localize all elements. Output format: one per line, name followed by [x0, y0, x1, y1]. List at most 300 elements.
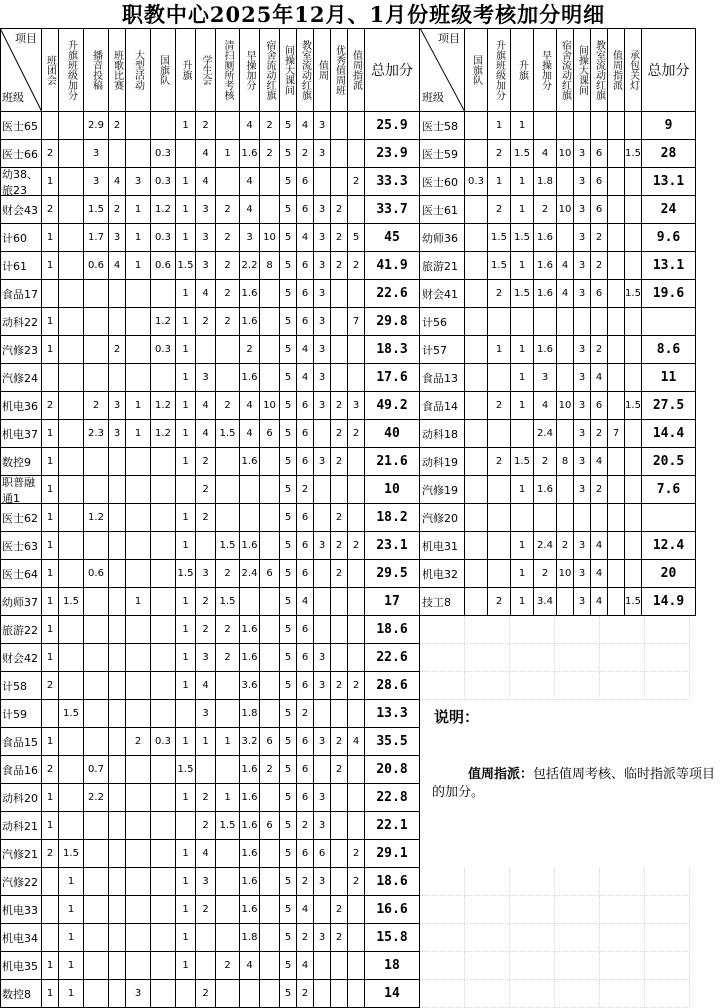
- class-name: 食品16: [0, 756, 42, 784]
- score-cell: [331, 784, 348, 812]
- score-cell: 5: [280, 840, 297, 868]
- score-cell: [608, 532, 625, 560]
- score-cell: 5: [280, 896, 297, 924]
- score-cell: [314, 168, 331, 196]
- score-cell: [59, 784, 84, 812]
- empty-grid-cell: [555, 980, 600, 1008]
- score-cell: 5: [280, 700, 297, 728]
- total-score: 18.6: [365, 868, 420, 896]
- score-cell: [126, 672, 151, 700]
- score-cell: 7: [348, 308, 365, 336]
- score-cell: [151, 532, 176, 560]
- score-cell: [557, 420, 574, 448]
- score-cell: [216, 840, 240, 868]
- score-cell: 5: [280, 252, 297, 280]
- score-cell: 1: [511, 336, 534, 364]
- score-cell: 2: [591, 224, 608, 252]
- empty-grid-cell: [420, 896, 465, 924]
- score-cell: 10: [260, 224, 280, 252]
- score-cell: 1: [42, 224, 59, 252]
- score-cell: 6: [297, 560, 314, 588]
- score-cell: 3: [314, 672, 331, 700]
- score-cell: [348, 980, 365, 1008]
- score-cell: 2: [331, 196, 348, 224]
- score-cell: 2: [591, 420, 608, 448]
- score-cell: 6: [314, 840, 331, 868]
- score-cell: [126, 812, 151, 840]
- score-cell: 6: [297, 504, 314, 532]
- score-cell: [465, 588, 488, 616]
- score-cell: 6: [260, 420, 280, 448]
- empty-grid-cell: [420, 980, 465, 1008]
- score-cell: 5: [280, 952, 297, 980]
- score-cell: 5: [280, 336, 297, 364]
- score-cell: [59, 448, 84, 476]
- score-cell: 3.6: [240, 672, 260, 700]
- score-cell: [84, 588, 109, 616]
- score-cell: [109, 924, 126, 952]
- score-cell: 2: [216, 308, 240, 336]
- column-header: 学生会: [196, 28, 216, 112]
- total-score: 35.5: [365, 728, 420, 756]
- score-cell: 2: [331, 924, 348, 952]
- score-cell: [314, 588, 331, 616]
- score-cell: [59, 224, 84, 252]
- score-cell: 4: [297, 224, 314, 252]
- score-cell: [126, 448, 151, 476]
- score-cell: [84, 924, 109, 952]
- score-cell: [109, 840, 126, 868]
- score-cell: 1.5: [59, 588, 84, 616]
- score-cell: 5: [280, 476, 297, 504]
- score-cell: 2: [348, 868, 365, 896]
- class-name: 食品15: [0, 728, 42, 756]
- score-cell: [260, 476, 280, 504]
- score-cell: 1.5: [511, 280, 534, 308]
- score-cell: 6: [297, 728, 314, 756]
- score-cell: 2: [196, 308, 216, 336]
- score-cell: [348, 448, 365, 476]
- score-cell: [196, 924, 216, 952]
- score-cell: [151, 784, 176, 812]
- score-cell: [488, 532, 511, 560]
- score-cell: [176, 140, 196, 168]
- class-name: 动科21: [0, 812, 42, 840]
- class-name: 财会42: [0, 644, 42, 672]
- score-cell: 2.3: [84, 420, 109, 448]
- class-name: 幼师36: [420, 224, 465, 252]
- score-cell: [511, 504, 534, 532]
- corner-item-label: 项目: [15, 32, 37, 45]
- column-header: 国旗队: [465, 28, 488, 112]
- score-cell: 4: [240, 196, 260, 224]
- score-cell: [625, 504, 642, 532]
- empty-grid-cell: [420, 952, 465, 980]
- score-cell: 2: [196, 504, 216, 532]
- score-cell: 4: [297, 588, 314, 616]
- empty-grid-cell: [555, 952, 600, 980]
- score-cell: 1: [59, 868, 84, 896]
- score-cell: 2: [331, 756, 348, 784]
- score-cell: [109, 280, 126, 308]
- total-score: [642, 308, 696, 336]
- score-cell: 4: [297, 336, 314, 364]
- score-cell: 1.6: [534, 476, 557, 504]
- score-cell: [126, 784, 151, 812]
- score-cell: [260, 644, 280, 672]
- score-cell: 3: [314, 140, 331, 168]
- score-cell: 1.2: [151, 392, 176, 420]
- score-cell: [109, 616, 126, 644]
- class-name: 职普融通1: [0, 476, 42, 504]
- class-name: 医士61: [420, 196, 465, 224]
- score-cell: 6: [591, 140, 608, 168]
- column-header: 升旗班级加分: [488, 28, 511, 112]
- score-cell: 2: [331, 560, 348, 588]
- score-cell: [260, 868, 280, 896]
- score-cell: 1.6: [240, 812, 260, 840]
- score-cell: [59, 812, 84, 840]
- score-cell: [314, 700, 331, 728]
- score-cell: 1.5: [176, 252, 196, 280]
- score-cell: [59, 140, 84, 168]
- score-cell: [176, 700, 196, 728]
- score-cell: [608, 364, 625, 392]
- empty-grid-cell: [600, 644, 645, 672]
- column-header: 升旗班级加分: [59, 28, 84, 112]
- empty-grid-cell: [420, 616, 465, 644]
- score-cell: [260, 504, 280, 532]
- score-cell: 1.5: [488, 224, 511, 252]
- total-score: 29.1: [365, 840, 420, 868]
- total-score: 20: [642, 560, 696, 588]
- score-cell: 1: [511, 196, 534, 224]
- total-score: 13.3: [365, 700, 420, 728]
- class-name: 汽修24: [0, 364, 42, 392]
- score-cell: [59, 280, 84, 308]
- total-score: 18.6: [365, 616, 420, 644]
- class-name: 技工8: [420, 588, 465, 616]
- score-cell: [608, 168, 625, 196]
- score-cell: [260, 980, 280, 1008]
- class-name: 旅游22: [0, 616, 42, 644]
- score-cell: 4: [240, 168, 260, 196]
- score-cell: [59, 476, 84, 504]
- score-cell: 3: [574, 420, 591, 448]
- total-score: 18.3: [365, 336, 420, 364]
- score-cell: 0.3: [151, 168, 176, 196]
- empty-grid-cell: [510, 644, 555, 672]
- class-name: 数控9: [0, 448, 42, 476]
- score-cell: 2: [109, 196, 126, 224]
- score-cell: [59, 560, 84, 588]
- score-cell: [126, 868, 151, 896]
- score-cell: [126, 140, 151, 168]
- class-name: 机电32: [420, 560, 465, 588]
- score-cell: 2: [591, 476, 608, 504]
- score-cell: [84, 728, 109, 756]
- score-cell: 1: [176, 504, 196, 532]
- class-name: 计57: [420, 336, 465, 364]
- score-cell: 4: [196, 420, 216, 448]
- score-cell: [109, 952, 126, 980]
- score-cell: 4: [109, 252, 126, 280]
- score-cell: 0.7: [84, 756, 109, 784]
- score-cell: [465, 420, 488, 448]
- score-cell: [331, 364, 348, 392]
- score-cell: [260, 280, 280, 308]
- score-cell: 5: [280, 364, 297, 392]
- score-cell: 6: [297, 756, 314, 784]
- score-cell: 4: [109, 168, 126, 196]
- score-cell: [126, 280, 151, 308]
- score-cell: 0.6: [84, 252, 109, 280]
- score-cell: 1: [126, 420, 151, 448]
- score-cell: 1: [59, 952, 84, 980]
- note-body: [432, 766, 722, 802]
- score-cell: 4: [591, 588, 608, 616]
- score-cell: [625, 476, 642, 504]
- score-cell: 4: [591, 532, 608, 560]
- score-cell: 1.6: [240, 532, 260, 560]
- score-cell: 5: [280, 224, 297, 252]
- empty-grid-cell: [600, 868, 645, 896]
- score-cell: [608, 392, 625, 420]
- score-cell: 1.8: [240, 924, 260, 952]
- empty-grid-cell: [645, 952, 690, 980]
- score-cell: 1.5: [511, 448, 534, 476]
- total-score: 20.8: [365, 756, 420, 784]
- score-cell: [84, 672, 109, 700]
- score-cell: [465, 476, 488, 504]
- score-cell: [84, 980, 109, 1008]
- score-cell: 3: [314, 448, 331, 476]
- score-cell: [625, 224, 642, 252]
- score-cell: 1: [42, 616, 59, 644]
- class-name: 汽修21: [0, 840, 42, 868]
- score-cell: 3: [314, 336, 331, 364]
- column-header: 升旗: [511, 28, 534, 112]
- class-name: 医士58: [420, 112, 465, 140]
- score-cell: 5: [280, 392, 297, 420]
- score-cell: [625, 420, 642, 448]
- score-cell: [151, 504, 176, 532]
- score-cell: [625, 532, 642, 560]
- score-cell: 3: [314, 364, 331, 392]
- score-cell: 5: [280, 644, 297, 672]
- score-cell: [465, 140, 488, 168]
- score-cell: [608, 504, 625, 532]
- score-cell: 3: [574, 140, 591, 168]
- score-cell: [608, 280, 625, 308]
- score-cell: [348, 280, 365, 308]
- score-cell: [331, 308, 348, 336]
- score-cell: [59, 672, 84, 700]
- column-header: 清扫厕所考核: [216, 28, 240, 112]
- class-name: 计56: [420, 308, 465, 336]
- score-cell: 3.4: [534, 588, 557, 616]
- score-cell: [331, 812, 348, 840]
- score-cell: 2: [196, 476, 216, 504]
- score-cell: [151, 756, 176, 784]
- score-cell: 6: [297, 168, 314, 196]
- score-cell: 4: [591, 448, 608, 476]
- score-cell: [348, 504, 365, 532]
- score-cell: [126, 896, 151, 924]
- score-cell: [348, 812, 365, 840]
- column-header: 值周指派: [608, 28, 625, 112]
- score-cell: [488, 504, 511, 532]
- score-cell: 2: [591, 252, 608, 280]
- score-cell: [348, 364, 365, 392]
- score-cell: 3: [196, 560, 216, 588]
- class-name: 动科19: [420, 448, 465, 476]
- score-cell: 3: [574, 476, 591, 504]
- note-term: 值周指派：: [468, 767, 534, 782]
- column-header: 教室流动红旗: [297, 28, 314, 112]
- score-cell: [151, 812, 176, 840]
- score-cell: [260, 700, 280, 728]
- score-cell: [260, 588, 280, 616]
- score-cell: 2: [297, 700, 314, 728]
- total-score: 29.8: [365, 308, 420, 336]
- score-cell: 1.2: [151, 196, 176, 224]
- empty-grid-cell: [420, 924, 465, 952]
- score-cell: [348, 644, 365, 672]
- score-cell: 3: [196, 364, 216, 392]
- score-cell: [216, 364, 240, 392]
- score-cell: [608, 448, 625, 476]
- score-cell: 2: [260, 756, 280, 784]
- score-cell: [608, 196, 625, 224]
- score-cell: [465, 448, 488, 476]
- class-name: 食品14: [420, 392, 465, 420]
- empty-grid-cell: [465, 868, 510, 896]
- empty-grid-cell: [465, 896, 510, 924]
- score-cell: [59, 196, 84, 224]
- score-cell: 1: [176, 420, 196, 448]
- score-cell: [465, 112, 488, 140]
- score-cell: [260, 168, 280, 196]
- score-cell: [331, 168, 348, 196]
- score-cell: 3: [314, 812, 331, 840]
- score-cell: 0.3: [465, 168, 488, 196]
- score-cell: 1: [126, 588, 151, 616]
- column-header: 优秀值周班: [331, 28, 348, 112]
- score-cell: [216, 896, 240, 924]
- score-cell: [314, 896, 331, 924]
- score-cell: 6: [260, 728, 280, 756]
- score-cell: [534, 112, 557, 140]
- score-cell: [260, 896, 280, 924]
- empty-grid-cell: [555, 896, 600, 924]
- score-cell: 1.2: [151, 420, 176, 448]
- score-cell: [59, 336, 84, 364]
- total-score: 41.9: [365, 252, 420, 280]
- score-cell: 1: [42, 952, 59, 980]
- score-cell: [348, 756, 365, 784]
- score-cell: [260, 448, 280, 476]
- score-cell: [59, 532, 84, 560]
- score-cell: 4: [196, 140, 216, 168]
- score-cell: 1: [176, 840, 196, 868]
- score-cell: [625, 168, 642, 196]
- score-cell: 3: [240, 224, 260, 252]
- empty-grid-cell: [600, 672, 645, 700]
- empty-grid-cell: [420, 672, 465, 700]
- score-cell: 6: [297, 392, 314, 420]
- score-cell: 1.6: [240, 280, 260, 308]
- score-cell: 4: [297, 952, 314, 980]
- class-name: 计59: [0, 700, 42, 728]
- score-cell: [109, 728, 126, 756]
- empty-grid-cell: [510, 924, 555, 952]
- score-cell: 2: [297, 924, 314, 952]
- score-cell: [608, 224, 625, 252]
- score-cell: 1.5: [625, 392, 642, 420]
- score-cell: [216, 336, 240, 364]
- score-cell: [331, 616, 348, 644]
- score-cell: [465, 364, 488, 392]
- score-cell: 5: [280, 560, 297, 588]
- score-cell: [109, 672, 126, 700]
- score-cell: 1.5: [176, 560, 196, 588]
- score-cell: 5: [280, 868, 297, 896]
- score-cell: 1: [59, 924, 84, 952]
- empty-grid-cell: [465, 980, 510, 1008]
- score-cell: 6: [297, 420, 314, 448]
- score-cell: [348, 560, 365, 588]
- score-cell: 6: [591, 392, 608, 420]
- empty-grid-cell: [600, 896, 645, 924]
- score-cell: 1.6: [240, 868, 260, 896]
- class-name: 医士63: [0, 532, 42, 560]
- score-cell: 3: [314, 112, 331, 140]
- score-cell: 3: [314, 728, 331, 756]
- score-cell: 2: [196, 980, 216, 1008]
- score-cell: [151, 560, 176, 588]
- score-cell: 1.5: [216, 420, 240, 448]
- score-cell: 8: [260, 252, 280, 280]
- score-cell: [109, 868, 126, 896]
- class-name: 机电35: [0, 952, 42, 980]
- class-name: 汽修20: [420, 504, 465, 532]
- score-cell: 3: [314, 280, 331, 308]
- score-cell: 5: [280, 924, 297, 952]
- score-cell: 1: [488, 112, 511, 140]
- score-cell: [557, 504, 574, 532]
- right-total-header: 总加分: [642, 28, 696, 112]
- total-score: 33.7: [365, 196, 420, 224]
- score-cell: [151, 280, 176, 308]
- class-name: 汽修23: [0, 336, 42, 364]
- score-cell: 3.2: [240, 728, 260, 756]
- class-name: 医士66: [0, 140, 42, 168]
- score-cell: [348, 196, 365, 224]
- score-cell: [59, 504, 84, 532]
- total-score: 13.1: [642, 252, 696, 280]
- score-cell: 5: [280, 140, 297, 168]
- score-cell: 5: [280, 196, 297, 224]
- score-cell: 3: [126, 980, 151, 1008]
- score-cell: [511, 420, 534, 448]
- score-cell: 3: [574, 560, 591, 588]
- score-cell: [260, 308, 280, 336]
- score-cell: [260, 840, 280, 868]
- note-heading: 说明：: [434, 708, 480, 726]
- class-name: 机电36: [0, 392, 42, 420]
- score-cell: 3: [196, 868, 216, 896]
